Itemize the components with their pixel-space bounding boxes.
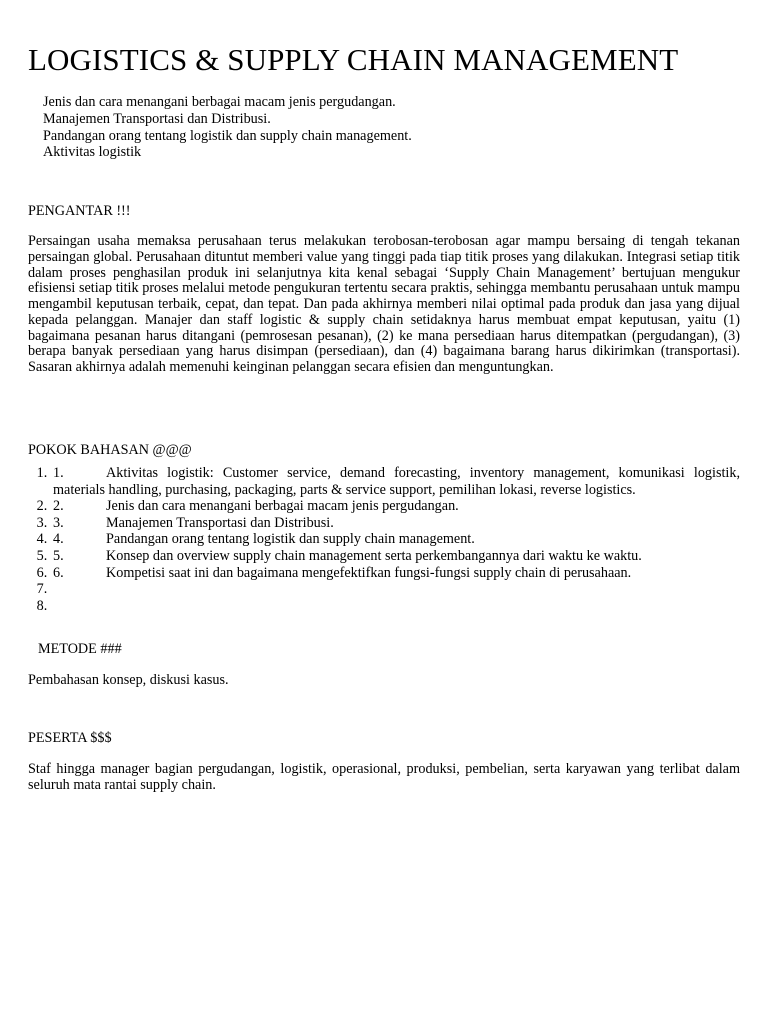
peserta-heading: PESERTA $$$ — [28, 730, 112, 746]
pengantar-paragraph: Persaingan usaha memaksa perusahaan terus melakukan terobosan-terobosan agar mampu bersaing di tengah tekanan persaingan global. Perusahaan dituntut memberi value yang tinggi pada tiap titik proses yang dilakukan. Integrasi setiap titik dalam proses penghasilan produk ini selanjutnya kita kenal sebagai ‘Supply Chain Management’ bertujuan mengukur efisiensi setiap titik proses melalui metode pengukuran tertentu secara praktis, sehingga membantu perusahaan untuk mampu mengambil keputusan terbaik, cepat, dan tepat. Dan pada akhirnya memberi nilai optimal pada produk dan jasa yang dijual kepada pelanggan. Manajer dan staff logistic & supply chain setidaknya harus membuat empat keputusan, yaitu (1) bagaimana pesanan harus ditangani (pemrosesan pesanan), (2) ke mana persediaan harus ditempatkan (pergudangan), (3) berapa banyak persediaan yang harus disimpan (persediaan), dan (4) bagaimana barang harus dikirimkan (transportasi). Sasaran akhirnya adalah memenuhi keinginan pelanggan secara efisien dan menguntungkan. — [28, 233, 740, 375]
list-item — [28, 515, 740, 532]
list-item-number: 3. — [36, 514, 48, 531]
peserta-paragraph: Staf hingga manager bagian pergudangan, logistik, operasional, produksi, pembelian, serta karyawan yang terlibat dalam seluruh mata rantai supply chain. — [28, 761, 740, 793]
list-item — [28, 581, 740, 598]
intro-list — [43, 94, 412, 161]
list-item-text: Konsep dan overview supply chain management serta perkembangannya dari waktu ke waktu. — [106, 547, 642, 564]
list-item-number: 7. — [36, 581, 48, 598]
list-item — [28, 498, 740, 515]
list-item-text: Jenis dan cara menangani berbagai macam jenis pergudangan. — [106, 498, 459, 515]
list-item-text: Aktivitas logistik: Customer service, demand forecasting, inventory management, komunikasi logistik, materials handling, purchasing, packaging, parts & service support, pemilihan lokasi, reverse logistics. — [53, 465, 740, 498]
list-item-inner-number: 5. — [53, 547, 64, 564]
list-item-text: Pandangan orang tentang logistik dan supply chain management. — [106, 531, 475, 548]
list-item-inner-number: 2. — [53, 498, 64, 515]
metode-heading: METODE ### — [38, 641, 122, 657]
list-item-inner-number: 4. — [53, 531, 64, 548]
list-item-number: 8. — [36, 597, 48, 614]
list-item-inner-number: 1. — [53, 465, 64, 481]
list-item — [28, 598, 740, 615]
list-item-number: 1. — [36, 465, 48, 481]
list-item — [28, 531, 740, 548]
intro-list-item: Manajemen Transportasi dan Distribusi. — [43, 110, 271, 127]
list-item — [28, 465, 740, 498]
list-item-inner-number: 3. — [53, 514, 64, 531]
list-item-text: Kompetisi saat ini dan bagaimana mengefektifkan fungsi-fungsi supply chain di perusahaan. — [106, 564, 632, 581]
list-item — [28, 565, 740, 582]
intro-list-item: Jenis dan cara menangani berbagai macam jenis pergudangan. — [43, 94, 396, 110]
list-item-inner-number: 6. — [53, 564, 64, 581]
pokok-bahasan-heading: POKOK BAHASAN @@@ — [28, 442, 192, 458]
list-item-number: 2. — [36, 498, 48, 515]
intro-list-item: Pandangan orang tentang logistik dan supply chain management. — [43, 127, 412, 144]
pokok-bahasan-list — [28, 465, 740, 614]
list-item-number: 4. — [36, 531, 48, 548]
list-item-text: Manajemen Transportasi dan Distribusi. — [106, 514, 334, 531]
intro-list-item: Aktivitas logistik — [43, 144, 142, 161]
list-item-number: 5. — [36, 547, 48, 564]
list-item-number: 6. — [36, 564, 48, 581]
pengantar-heading: PENGANTAR !!! — [28, 203, 131, 219]
document-title: LOGISTICS & SUPPLY CHAIN MANAGEMENT — [28, 42, 679, 77]
list-item — [28, 548, 740, 565]
metode-paragraph: Pembahasan konsep, diskusi kasus. — [28, 672, 229, 688]
